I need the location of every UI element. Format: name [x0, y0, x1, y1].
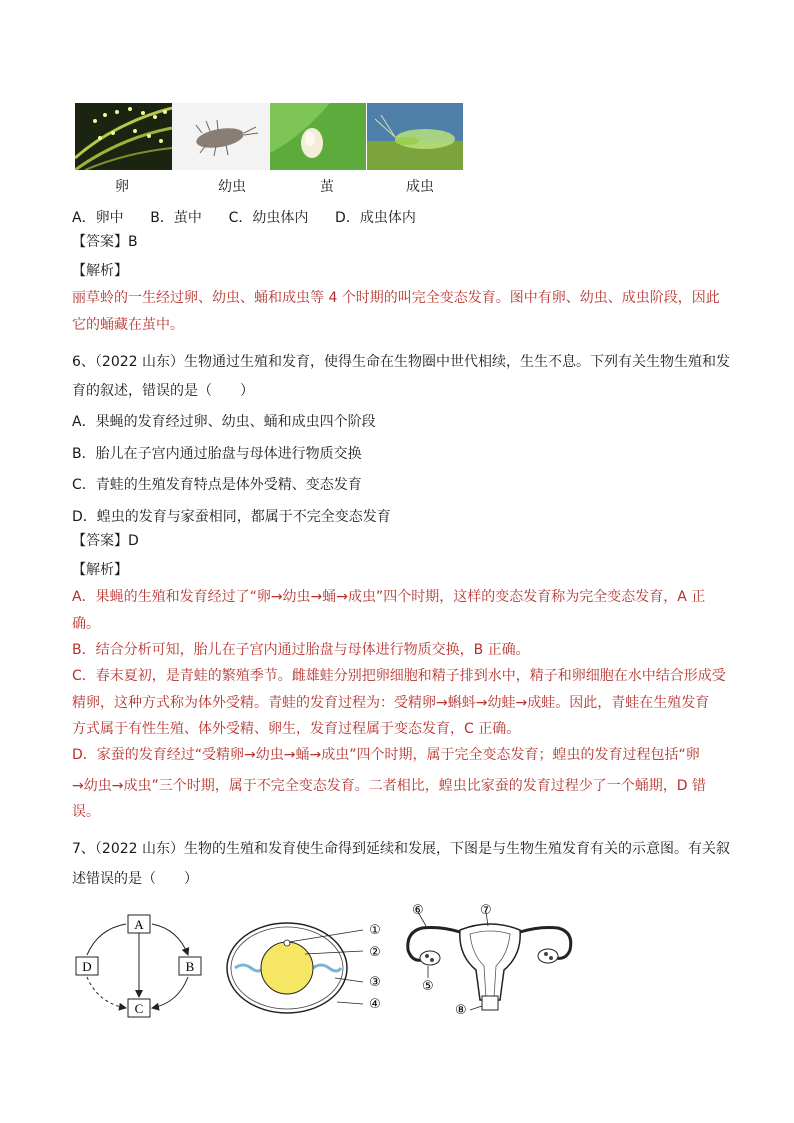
- caption-larva: 幼虫: [218, 179, 246, 195]
- q5-answer: 【答案】B: [72, 234, 138, 250]
- egg-photo: [75, 103, 172, 170]
- egg-label-1: ①: [369, 923, 381, 938]
- label-d: D: [82, 959, 92, 974]
- larva-photo: [172, 103, 269, 170]
- q5-analysis-label: 【解析】: [72, 263, 128, 279]
- label-b: B: [185, 959, 195, 974]
- uterus-label-8: ⑧: [455, 1003, 467, 1018]
- q6-stem-line-1: 6、（2022 山东）生物通过生殖和发育，使得生命在生物圈中世代相续，生生不息。下列有关生物生殖和发: [72, 354, 730, 370]
- caption-adult: 成虫: [406, 179, 434, 195]
- caption-egg: 卵: [115, 179, 129, 195]
- q6-answer: 【答案】D: [72, 533, 139, 549]
- label-c: C: [134, 1001, 144, 1016]
- q6-analysis-line-4: C．春末夏初，是青蛙的繁殖季节。雌雄蛙分别把卵细胞和精子排到水中，精子和卵细胞在水中结合形成受: [72, 668, 726, 684]
- egg-label-3: ③: [369, 975, 381, 990]
- q6-analysis-line-3: B．结合分析可知，胎儿在子宫内通过胎盘与母体进行物质交换，B 正确。: [72, 642, 530, 658]
- q6-analysis-line-6: 方式属于有性生殖、体外受精、卵生，发育过程属于变态发育，C 正确。: [72, 721, 521, 737]
- q6-option-b: B．胎儿在子宫内通过胎盘与母体进行物质交换: [72, 446, 362, 462]
- life-cycle-diagram: [70, 905, 220, 1020]
- egg-label-2: ②: [369, 945, 381, 960]
- q6-analysis-line-2: 确。: [72, 616, 100, 632]
- q6-analysis-line-8: →幼虫→成虫”三个时期，属于不完全变态发育。二者相比，蝗虫比家蚕的发育过程少了一个蛹期，D 错: [72, 778, 706, 794]
- egg-label-4: ④: [369, 997, 381, 1012]
- q5-analysis-line-2: 它的蛹藏在茧中。: [72, 317, 184, 333]
- q6-option-d: D．蝗虫的发育与家蚕相同，都属于不完全变态发育: [72, 509, 391, 525]
- uterus-label-7: ⑦: [480, 903, 492, 918]
- q6-analysis-line-1: A．果蝇的生殖和发育经过了“卵→幼虫→蛹→成虫”四个时期，这样的变态发育称为完全变态发育，A 正: [72, 589, 706, 605]
- adult-photo: [367, 103, 463, 170]
- egg-diagram: [225, 918, 385, 1018]
- caption-cocoon: 茧: [320, 179, 334, 195]
- q6-analysis-label: 【解析】: [72, 562, 128, 578]
- q7-stem-line-1: 7、（2022 山东）生物的生殖和发育使生命得到延续和发展，下图是与生物生殖发育有关的示意图。有关叙: [72, 841, 730, 857]
- q7-stem-line-2: 述错误的是（ ）: [72, 871, 198, 887]
- cocoon-photo: [270, 103, 366, 170]
- uterus-label-6: ⑥: [412, 903, 424, 918]
- uterus-label-5: ⑤: [422, 979, 434, 994]
- q6-stem-line-2: 育的叙述，错误的是（ ）: [72, 383, 254, 399]
- q5-options: A．卵中 B．茧中 C．幼虫体内 D．成虫体内: [72, 210, 416, 226]
- uterus-diagram: [400, 900, 580, 1018]
- q6-analysis-line-7: D．家蚕的发育经过“受精卵→幼虫→蛹→成虫”四个时期，属于完全变态发育；蝗虫的发育过程包括“卵: [72, 747, 700, 763]
- q6-option-c: C．青蛙的生殖发育特点是体外受精、变态发育: [72, 477, 362, 493]
- q6-option-a: A．果蝇的发育经过卵、幼虫、蛹和成虫四个阶段: [72, 414, 376, 430]
- q6-analysis-line-9: 误。: [72, 804, 100, 820]
- q6-analysis-line-5: 精卵，这种方式称为体外受精。青蛙的发育过程为：受精卵→蝌蚪→幼蛙→成蛙。因此，青蛙在生殖发育: [72, 695, 710, 711]
- label-a: A: [134, 917, 144, 932]
- q5-analysis-line-1: 丽草蛉的一生经过卵、幼虫、蛹和成虫等 4 个时期的叫完全变态发育。图中有卵、幼虫、成虫阶段，因此: [72, 290, 720, 306]
